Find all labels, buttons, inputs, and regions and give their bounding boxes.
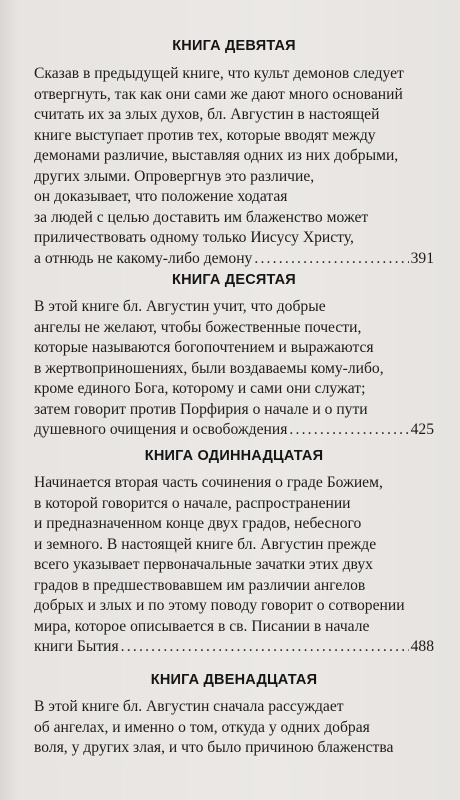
text-line: а отнюдь не какому-либо демону <box>34 249 253 267</box>
text-line: приличествовать одному только Иисусу Христу, <box>34 229 354 246</box>
page-number: 391 <box>410 249 434 267</box>
section-paragraph <box>34 473 434 658</box>
dot-leader <box>121 637 409 658</box>
section-paragraph <box>34 297 434 441</box>
text-line: отвергнуть, так как они сами же дают много оснований <box>34 85 403 103</box>
text-line: мира, которое описывается в св. Писании в начале <box>34 617 370 635</box>
section-heading-text: КНИГА ДЕВЯТАЯ <box>172 38 296 54</box>
text-line: он доказывает, что положение ходатая <box>34 188 288 205</box>
text-line: воля, у других злая, и что было причиною блаженства <box>34 739 394 756</box>
section-heading-text: КНИГА ДВЕНАДЦАТАЯ <box>150 672 318 688</box>
toc-entry-line <box>34 420 434 441</box>
text-line: Начинается вторая часть сочинения о граде Божием, <box>34 474 383 491</box>
page-number: 425 <box>410 421 434 438</box>
text-line: за людей с целью доставить им блаженство может <box>34 208 369 226</box>
text-line: в которой говорится о начале, распространении <box>34 494 351 512</box>
text-line: в жертвоприношениях, были воздаваемы кому-либо, <box>34 359 384 377</box>
text-line: считать их за злых духов, бл. Августин в настоящей <box>34 106 380 123</box>
text-line: об ангелах, и именно о том, откуда у одних добрая <box>34 718 370 736</box>
toc-entry-line <box>34 249 434 270</box>
text-line: Сказав в предыдущей книге, что культ демонов следует <box>34 65 404 82</box>
text-line: градов в предшествовавшем им различии ангелов <box>34 576 366 594</box>
section-heading <box>34 272 434 288</box>
text-line: всего указывает первоначальные зачатки этих двух <box>34 556 373 573</box>
text-line: которые называются богопочтением и выражаются <box>34 339 374 356</box>
text-line: затем говорит против Порфирия о начале и о пути <box>34 400 368 418</box>
section-heading <box>34 38 434 54</box>
text-line: книги Бытия <box>34 638 119 655</box>
text-line: В этой книге бл. Августин учит, что добрые <box>34 298 326 315</box>
text-line: душевного очищения и освобождения <box>34 421 288 438</box>
text-line: кроме единого Бога, которому и сами они служат; <box>34 380 366 397</box>
section-paragraph <box>34 64 434 269</box>
dot-leader <box>289 420 408 441</box>
text-line: других злыми. Опровергнув это различие, <box>34 167 315 185</box>
page-number: 488 <box>410 638 434 655</box>
text-line: ангелы не желают, чтобы божественные почести, <box>34 318 362 336</box>
text-line: В этой книге бл. Августин сначала рассуждает <box>34 698 344 715</box>
section-heading-text: КНИГА ДЕСЯТАЯ <box>172 272 296 288</box>
text-line: книге выступает против тех, которые вводят между <box>34 126 376 144</box>
dot-leader <box>254 249 408 270</box>
section-heading <box>34 448 434 464</box>
section-heading <box>34 672 434 688</box>
text-line: демонами различие, выставляя одних из них добрыми, <box>34 147 399 164</box>
text-line: и предназначенном конце двух градов, небесного <box>34 515 362 532</box>
section-paragraph <box>34 697 434 759</box>
text-line: добрых и злых и по этому поводу говорит о сотворении <box>34 597 405 614</box>
section-heading-text: КНИГА ОДИННАДЦАТАЯ <box>144 448 324 464</box>
text-line: и земного. В настоящей книге бл. Августин прежде <box>34 535 377 553</box>
toc-entry-line <box>34 637 434 658</box>
